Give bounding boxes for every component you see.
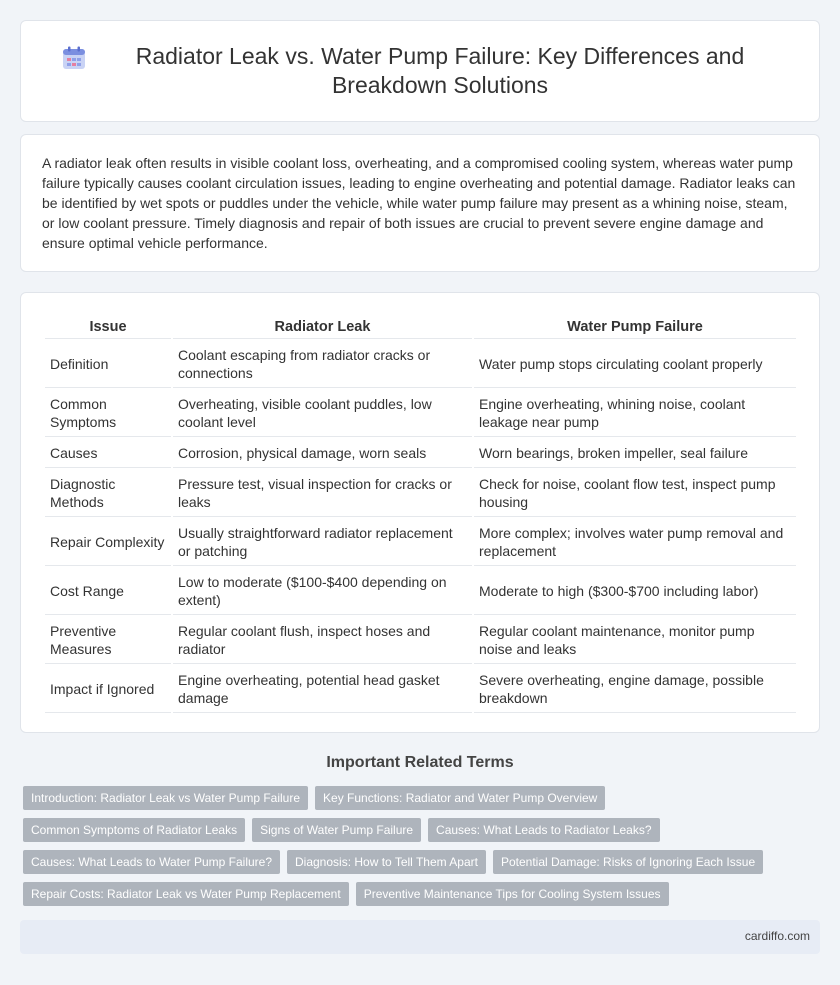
water-pump-cell: Engine overheating, whining noise, coolant leakage near pump <box>474 390 796 437</box>
title-card <box>20 20 820 122</box>
related-term-link[interactable]: Signs of Water Pump Failure <box>252 818 421 842</box>
tag-row <box>23 882 813 906</box>
radiator-leak-cell: Regular coolant flush, inspect hoses and radiator <box>173 617 472 664</box>
related-term-link[interactable]: Repair Costs: Radiator Leak vs Water Pump Replacement <box>23 882 349 906</box>
radiator-leak-cell: Low to moderate ($100-$400 depending on extent) <box>173 568 472 615</box>
column-header-water-pump-failure: Water Pump Failure <box>474 315 796 339</box>
row-label: Causes <box>45 439 171 468</box>
table-row <box>45 341 796 388</box>
table-row <box>45 439 796 468</box>
related-term-link[interactable]: Common Symptoms of Radiator Leaks <box>23 818 245 842</box>
table-row <box>45 470 796 517</box>
row-label: Common Symptoms <box>45 390 171 437</box>
table-row <box>45 666 796 713</box>
radiator-leak-cell: Overheating, visible coolant puddles, low coolant level <box>173 390 472 437</box>
row-label: Cost Range <box>45 568 171 615</box>
row-label: Definition <box>45 341 171 388</box>
intro-paragraph: A radiator leak often results in visible coolant loss, overheating, and a compromised cooling system, whereas water pump failure typically causes coolant circulation issues, leading to engine overheating and potential damage. Radiator leaks can be identified by wet spots or puddles under the vehicle, while water pump failure may present as a whining noise, steam, or low coolant pressure. Timely diagnosis and repair of both issues are crucial to prevent severe engine damage and ensure optimal vehicle performance. <box>42 155 796 251</box>
row-label: Impact if Ignored <box>45 666 171 713</box>
comparison-table <box>43 313 798 715</box>
water-pump-cell: Worn bearings, broken impeller, seal failure <box>474 439 796 468</box>
table-row <box>45 519 796 566</box>
water-pump-cell: Check for noise, coolant flow test, inspect pump housing <box>474 470 796 517</box>
tag-row <box>23 786 813 810</box>
calendar-icon <box>61 45 87 71</box>
row-label: Preventive Measures <box>45 617 171 664</box>
radiator-leak-cell: Usually straightforward radiator replacement or patching <box>173 519 472 566</box>
row-label: Diagnostic Methods <box>45 470 171 517</box>
table-row <box>45 568 796 615</box>
water-pump-cell: More complex; involves water pump removal and replacement <box>474 519 796 566</box>
water-pump-cell: Water pump stops circulating coolant properly <box>474 341 796 388</box>
footer <box>20 920 820 954</box>
tag-row <box>23 818 813 842</box>
related-term-link[interactable]: Potential Damage: Risks of Ignoring Each Issue <box>493 850 763 874</box>
intro-card <box>20 134 820 272</box>
radiator-leak-cell: Coolant escaping from radiator cracks or connections <box>173 341 472 388</box>
column-header-radiator-leak: Radiator Leak <box>173 315 472 339</box>
related-terms-heading: Important Related Terms <box>326 754 514 771</box>
related-terms-list <box>23 786 813 914</box>
table-row <box>45 390 796 437</box>
tag-row <box>23 850 813 874</box>
related-term-link[interactable]: Key Functions: Radiator and Water Pump Overview <box>315 786 605 810</box>
water-pump-cell: Severe overheating, engine damage, possible breakdown <box>474 666 796 713</box>
radiator-leak-cell: Engine overheating, potential head gasket damage <box>173 666 472 713</box>
site-link[interactable]: cardiffo.com <box>744 929 810 943</box>
column-header-issue: Issue <box>45 315 171 339</box>
water-pump-cell: Regular coolant maintenance, monitor pump noise and leaks <box>474 617 796 664</box>
radiator-leak-cell: Pressure test, visual inspection for cracks or leaks <box>173 470 472 517</box>
page-title: Radiator Leak vs. Water Pump Failure: Key Differences and Breakdown Solutions <box>135 43 745 98</box>
water-pump-cell: Moderate to high ($300-$700 including labor) <box>474 568 796 615</box>
related-term-link[interactable]: Causes: What Leads to Radiator Leaks? <box>428 818 659 842</box>
related-term-link[interactable]: Preventive Maintenance Tips for Cooling System Issues <box>356 882 669 906</box>
related-term-link[interactable]: Causes: What Leads to Water Pump Failure? <box>23 850 280 874</box>
related-term-link[interactable]: Diagnosis: How to Tell Them Apart <box>287 850 486 874</box>
table-header-row <box>45 315 796 339</box>
table-row <box>45 617 796 664</box>
radiator-leak-cell: Corrosion, physical damage, worn seals <box>173 439 472 468</box>
row-label: Repair Complexity <box>45 519 171 566</box>
comparison-card <box>20 292 820 733</box>
related-term-link[interactable]: Introduction: Radiator Leak vs Water Pump Failure <box>23 786 308 810</box>
